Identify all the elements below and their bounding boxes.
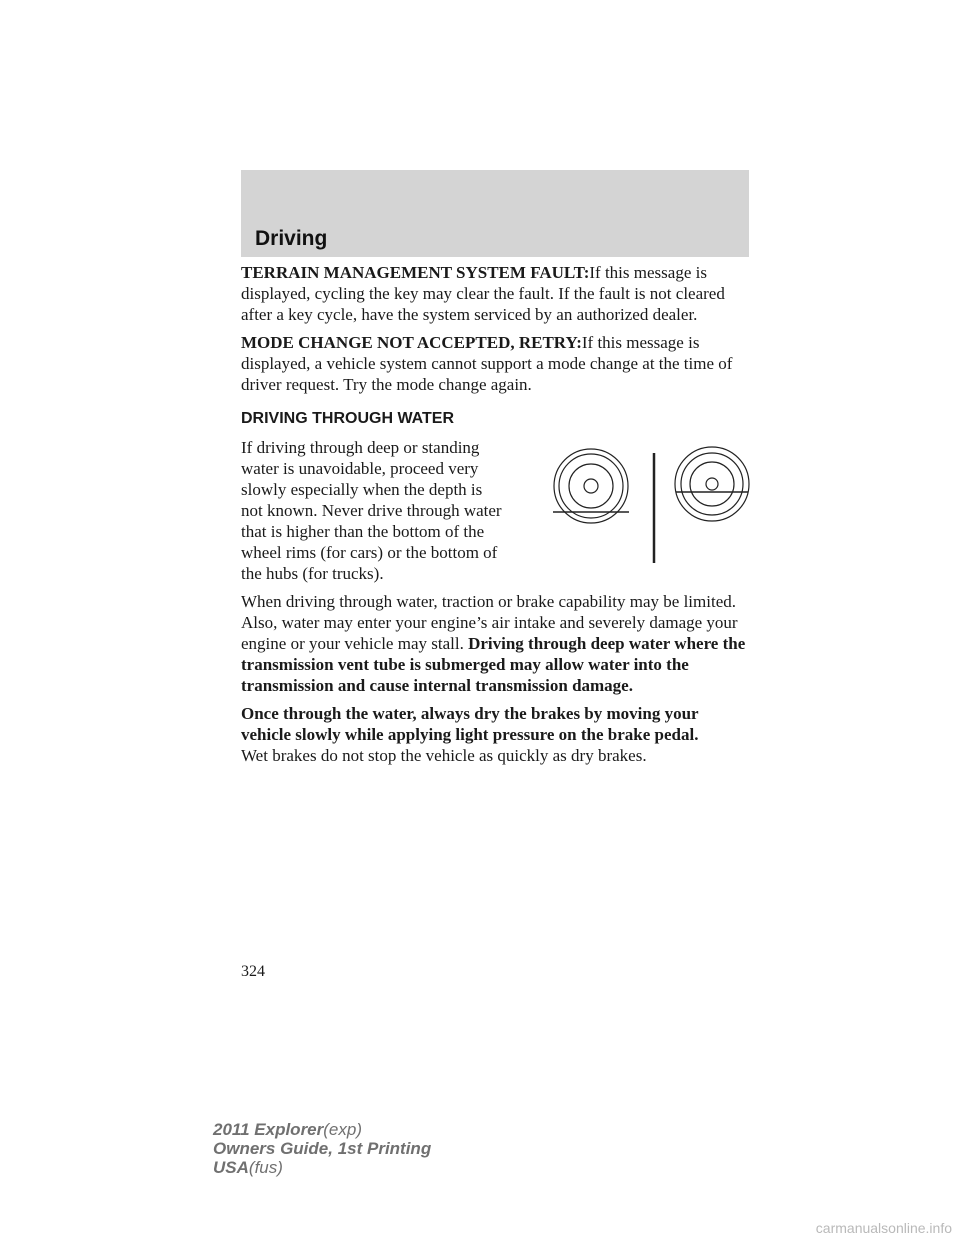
footer-printing: Owners Guide, 1st Printing xyxy=(213,1139,432,1158)
water-section xyxy=(241,437,751,591)
dry-brakes-instruction: Once through the water, always dry the brakes by moving your vehicle slowly while applying light pressure on the brake pedal. xyxy=(241,704,699,744)
paragraph-terrain-fault xyxy=(241,262,751,325)
page-number: 324 xyxy=(241,963,265,980)
footer-model: 2011 Explorer xyxy=(213,1120,324,1139)
mode-change-label: MODE CHANGE NOT ACCEPTED, RETRY: xyxy=(241,333,582,352)
paragraph-traction xyxy=(241,591,751,696)
paragraph-mode-change xyxy=(241,332,751,395)
footer-region: USA xyxy=(213,1158,249,1177)
watermark: carmanualsonline.info xyxy=(815,1220,952,1236)
wet-brakes-text: Wet brakes do not stop the vehicle as quickly as dry brakes. xyxy=(241,746,647,765)
footer-line-3 xyxy=(213,1158,431,1177)
document-footer xyxy=(213,1120,431,1177)
subheading-driving-through-water: DRIVING THROUGH WATER xyxy=(241,410,455,427)
footer-model-code: (exp) xyxy=(323,1120,362,1139)
truck-wheel-icon xyxy=(675,447,749,521)
wheel-water-depth-figure xyxy=(541,438,751,568)
section-title: Driving xyxy=(255,227,328,250)
page-content xyxy=(241,262,751,773)
paragraph-water-depth: If driving through deep or standing water is unavoidable, proceed very slowly especially when the depth is not known. Never drive through water that is higher than the bottom of the wheel rims (for cars) or the bottom of the hubs (for trucks). xyxy=(241,438,502,583)
footer-region-code: (fus) xyxy=(248,1158,283,1177)
mode-change-text: If this message is displayed, a vehicle system cannot support a mode change at the time of driver request. Try the mode change again. xyxy=(241,333,733,394)
footer-line-1 xyxy=(213,1120,431,1139)
car-wheel-icon xyxy=(553,449,629,523)
traction-text: When driving through water, traction or brake capability may be limited. Also, water may enter your engine’s air intake and severely damage your engine or your vehicle may stall. xyxy=(241,592,738,653)
footer-line-2 xyxy=(213,1139,431,1158)
paragraph-dry-brakes xyxy=(241,703,751,766)
terrain-fault-text: If this message is displayed, cycling the key may clear the fault. If the fault is not cleared after a key cycle, have the system serviced by an authorized dealer. xyxy=(241,263,725,324)
transmission-warning: Driving through deep water where the transmission vent tube is submerged may allow water into the transmission and cause internal transmission damage. xyxy=(241,634,746,695)
terrain-fault-label: TERRAIN MANAGEMENT SYSTEM FAULT: xyxy=(241,263,590,282)
